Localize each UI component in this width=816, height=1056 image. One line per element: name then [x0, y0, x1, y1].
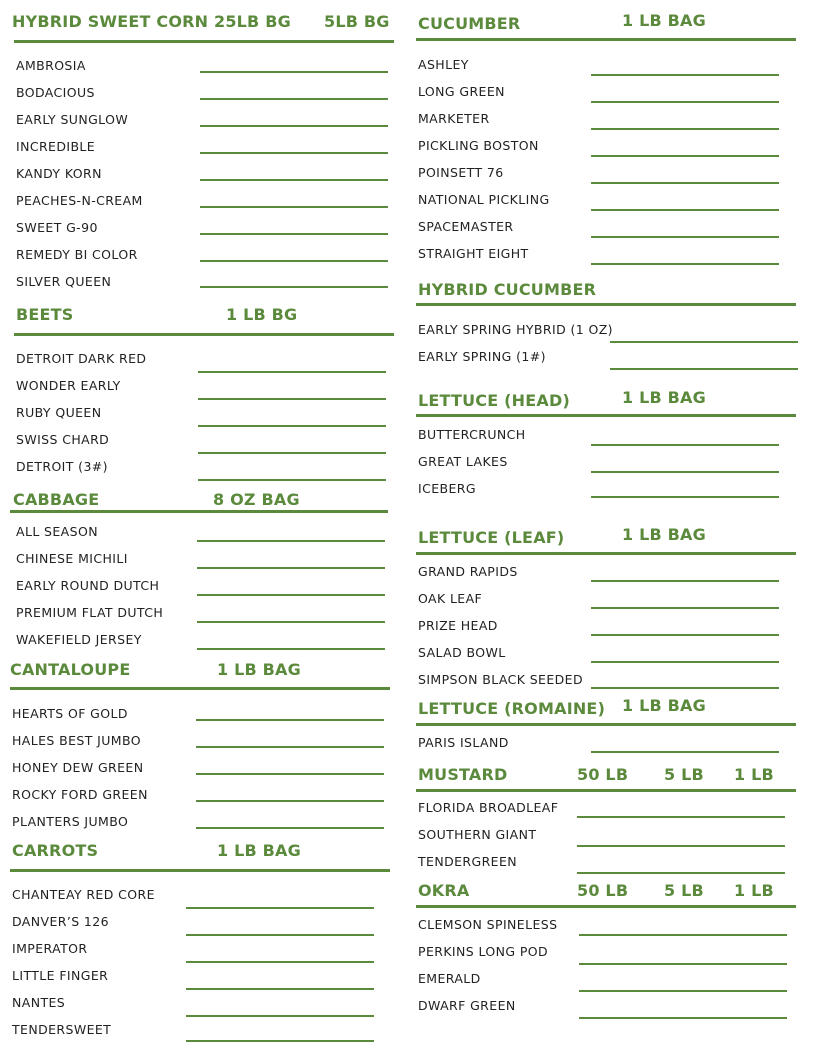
order-line[interactable]: [591, 580, 779, 582]
order-line[interactable]: [200, 206, 388, 208]
list-item: ROCKY FORD GREEN: [12, 787, 148, 802]
list-item: PERKINS LONG POD: [418, 944, 549, 959]
order-line[interactable]: [198, 479, 386, 481]
carrots-title: CARROTS: [12, 841, 99, 860]
mustard-col3-header: 1 LB: [734, 765, 774, 784]
list-item: DETROIT DARK RED: [16, 351, 147, 366]
list-item: TENDERSWEET: [12, 1022, 112, 1037]
order-line[interactable]: [591, 634, 779, 636]
order-line[interactable]: [198, 371, 386, 373]
order-line[interactable]: [591, 607, 779, 609]
list-item: WONDER EARLY: [16, 378, 121, 393]
list-item: EARLY SPRING HYBRID (1 OZ): [418, 322, 613, 337]
okra-divider: [416, 905, 796, 908]
order-line[interactable]: [196, 719, 384, 721]
list-item: HONEY DEW GREEN: [12, 760, 144, 775]
order-line[interactable]: [591, 236, 779, 238]
list-item: CHINESE MICHILI: [16, 551, 128, 566]
list-item: PLANTERS JUMBO: [12, 814, 129, 829]
cucumber-title: CUCUMBER: [418, 14, 521, 33]
order-line[interactable]: [591, 182, 779, 184]
corn-col1-header: 25LB BG: [214, 12, 291, 31]
order-line[interactable]: [196, 746, 384, 748]
order-line[interactable]: [186, 988, 374, 990]
list-item: SIMPSON BLACK SEEDED: [418, 672, 583, 687]
list-item: PEACHES-N-CREAM: [16, 193, 143, 208]
order-line[interactable]: [591, 209, 779, 211]
mustard-col2-header: 5 LB: [664, 765, 704, 784]
order-line[interactable]: [196, 773, 384, 775]
list-item: PRIZE HEAD: [418, 618, 498, 633]
order-line[interactable]: [196, 800, 384, 802]
list-item: ICEBERG: [418, 481, 476, 496]
mustard-col1-header: 50 LB: [577, 765, 629, 784]
list-item: FLORIDA BROADLEAF: [418, 800, 559, 815]
order-line[interactable]: [186, 1040, 374, 1042]
order-line[interactable]: [579, 990, 787, 992]
order-line[interactable]: [186, 961, 374, 963]
lettuce-head-divider: [416, 414, 796, 417]
order-line[interactable]: [200, 179, 388, 181]
list-item: SILVER QUEEN: [16, 274, 112, 289]
order-line[interactable]: [200, 233, 388, 235]
list-item: PARIS ISLAND: [418, 735, 509, 750]
list-item: SOUTHERN GIANT: [418, 827, 537, 842]
cabbage-title: CABBAGE: [13, 490, 100, 509]
list-item: DWARF GREEN: [418, 998, 516, 1013]
lettuce-head-title: LETTUCE (HEAD): [418, 391, 570, 410]
list-item: CHANTEAY RED CORE: [12, 887, 155, 902]
list-item: BUTTERCRUNCH: [418, 427, 526, 442]
list-item: NANTES: [12, 995, 66, 1010]
order-line[interactable]: [197, 540, 385, 542]
order-line[interactable]: [200, 286, 388, 288]
hybrid-cucumber-title: HYBRID CUCUMBER: [418, 280, 597, 299]
order-line[interactable]: [200, 71, 388, 73]
mustard-divider: [416, 789, 796, 792]
list-item: LITTLE FINGER: [12, 968, 109, 983]
lettuce-leaf-title: LETTUCE (LEAF): [418, 528, 565, 547]
list-item: DANVER’S 126: [12, 914, 109, 929]
list-item: GREAT LAKES: [418, 454, 508, 469]
list-item: OAK LEAF: [418, 591, 483, 606]
list-item: SALAD BOWL: [418, 645, 506, 660]
list-item: RUBY QUEEN: [16, 405, 102, 420]
list-item: SWISS CHARD: [16, 432, 110, 447]
order-line[interactable]: [200, 125, 388, 127]
list-item: MARKETER: [418, 111, 490, 126]
list-item: NATIONAL PICKLING: [418, 192, 550, 207]
order-line[interactable]: [579, 963, 787, 965]
order-line[interactable]: [591, 444, 779, 446]
list-item: PREMIUM FLAT DUTCH: [16, 605, 164, 620]
okra-col2-header: 5 LB: [664, 881, 704, 900]
order-line[interactable]: [591, 687, 779, 689]
order-line[interactable]: [577, 816, 785, 818]
list-item: LONG GREEN: [418, 84, 505, 99]
order-line[interactable]: [186, 934, 374, 936]
hybrid-cucumber-divider: [416, 303, 796, 306]
corn-col2-header: 5LB BG: [324, 12, 390, 31]
list-item: ASHLEY: [418, 57, 469, 72]
order-line[interactable]: [577, 845, 785, 847]
lettuce-romaine-title: LETTUCE (ROMAINE): [418, 699, 606, 718]
beets-divider: [14, 333, 394, 336]
order-line[interactable]: [196, 827, 384, 829]
okra-title: OKRA: [418, 881, 470, 900]
order-line[interactable]: [591, 74, 779, 76]
cabbage-divider: [10, 510, 388, 513]
order-line[interactable]: [186, 907, 374, 909]
order-line[interactable]: [200, 152, 388, 154]
order-line[interactable]: [591, 471, 779, 473]
beets-col1-header: 1 LB BG: [226, 305, 298, 324]
order-line[interactable]: [591, 263, 779, 265]
order-line[interactable]: [579, 1017, 787, 1019]
cucumber-divider: [416, 38, 796, 41]
cantaloupe-title: CANTALOUPE: [10, 660, 131, 679]
order-line[interactable]: [198, 425, 386, 427]
corn-divider: [14, 40, 394, 43]
list-item: POINSETT 76: [418, 165, 504, 180]
lettuce-leaf-divider: [416, 552, 796, 555]
list-item: INCREDIBLE: [16, 139, 96, 154]
list-item: AMBROSIA: [16, 58, 86, 73]
list-item: REMEDY BI COLOR: [16, 247, 138, 262]
mustard-title: MUSTARD: [418, 765, 508, 784]
order-line[interactable]: [610, 368, 798, 370]
order-line[interactable]: [610, 341, 798, 343]
lettuce-romaine-divider: [416, 723, 796, 726]
okra-col3-header: 1 LB: [734, 881, 774, 900]
okra-col1-header: 50 LB: [577, 881, 629, 900]
order-line[interactable]: [591, 128, 779, 130]
list-item: SWEET G-90: [16, 220, 98, 235]
list-item: WAKEFIELD JERSEY: [16, 632, 142, 647]
order-line[interactable]: [197, 594, 385, 596]
list-item: EMERALD: [418, 971, 481, 986]
cantaloupe-col1-header: 1 LB BAG: [217, 660, 301, 679]
list-item: GRAND RAPIDS: [418, 564, 518, 579]
list-item: SPACEMASTER: [418, 219, 514, 234]
cucumber-col1-header: 1 LB BAG: [622, 11, 706, 30]
list-item: DETROIT (3#): [16, 459, 108, 474]
order-line[interactable]: [591, 661, 779, 663]
list-item: HEARTS OF GOLD: [12, 706, 128, 721]
list-item: ALL SEASON: [16, 524, 98, 539]
order-line[interactable]: [197, 648, 385, 650]
lettuce-romaine-col1-header: 1 LB BAG: [622, 696, 706, 715]
order-line[interactable]: [591, 155, 779, 157]
order-line[interactable]: [200, 98, 388, 100]
list-item: TENDERGREEN: [418, 854, 518, 869]
lettuce-head-col1-header: 1 LB BAG: [622, 388, 706, 407]
carrots-divider: [10, 869, 390, 872]
corn-title: HYBRID SWEET CORN: [12, 12, 209, 31]
order-line[interactable]: [591, 101, 779, 103]
list-item: STRAIGHT EIGHT: [418, 246, 529, 261]
list-item: PICKLING BOSTON: [418, 138, 539, 153]
list-item: IMPERATOR: [12, 941, 88, 956]
list-item: EARLY SUNGLOW: [16, 112, 129, 127]
order-line[interactable]: [197, 621, 385, 623]
list-item: EARLY ROUND DUTCH: [16, 578, 160, 593]
cabbage-col1-header: 8 OZ BAG: [213, 490, 300, 509]
order-line[interactable]: [198, 452, 386, 454]
order-line[interactable]: [200, 260, 388, 262]
order-line[interactable]: [591, 496, 779, 498]
list-item: HALES BEST JUMBO: [12, 733, 141, 748]
order-line[interactable]: [197, 567, 385, 569]
order-line[interactable]: [579, 934, 787, 936]
list-item: CLEMSON SPINELESS: [418, 917, 558, 932]
lettuce-leaf-col1-header: 1 LB BAG: [622, 525, 706, 544]
list-item: KANDY KORN: [16, 166, 102, 181]
order-line[interactable]: [186, 1015, 374, 1017]
order-line[interactable]: [577, 872, 785, 874]
order-line[interactable]: [591, 751, 779, 753]
carrots-col1-header: 1 LB BAG: [217, 841, 301, 860]
list-item: BODACIOUS: [16, 85, 95, 100]
cantaloupe-divider: [10, 687, 390, 690]
beets-title: BEETS: [16, 305, 74, 324]
order-line[interactable]: [198, 398, 386, 400]
list-item: EARLY SPRING (1#): [418, 349, 546, 364]
